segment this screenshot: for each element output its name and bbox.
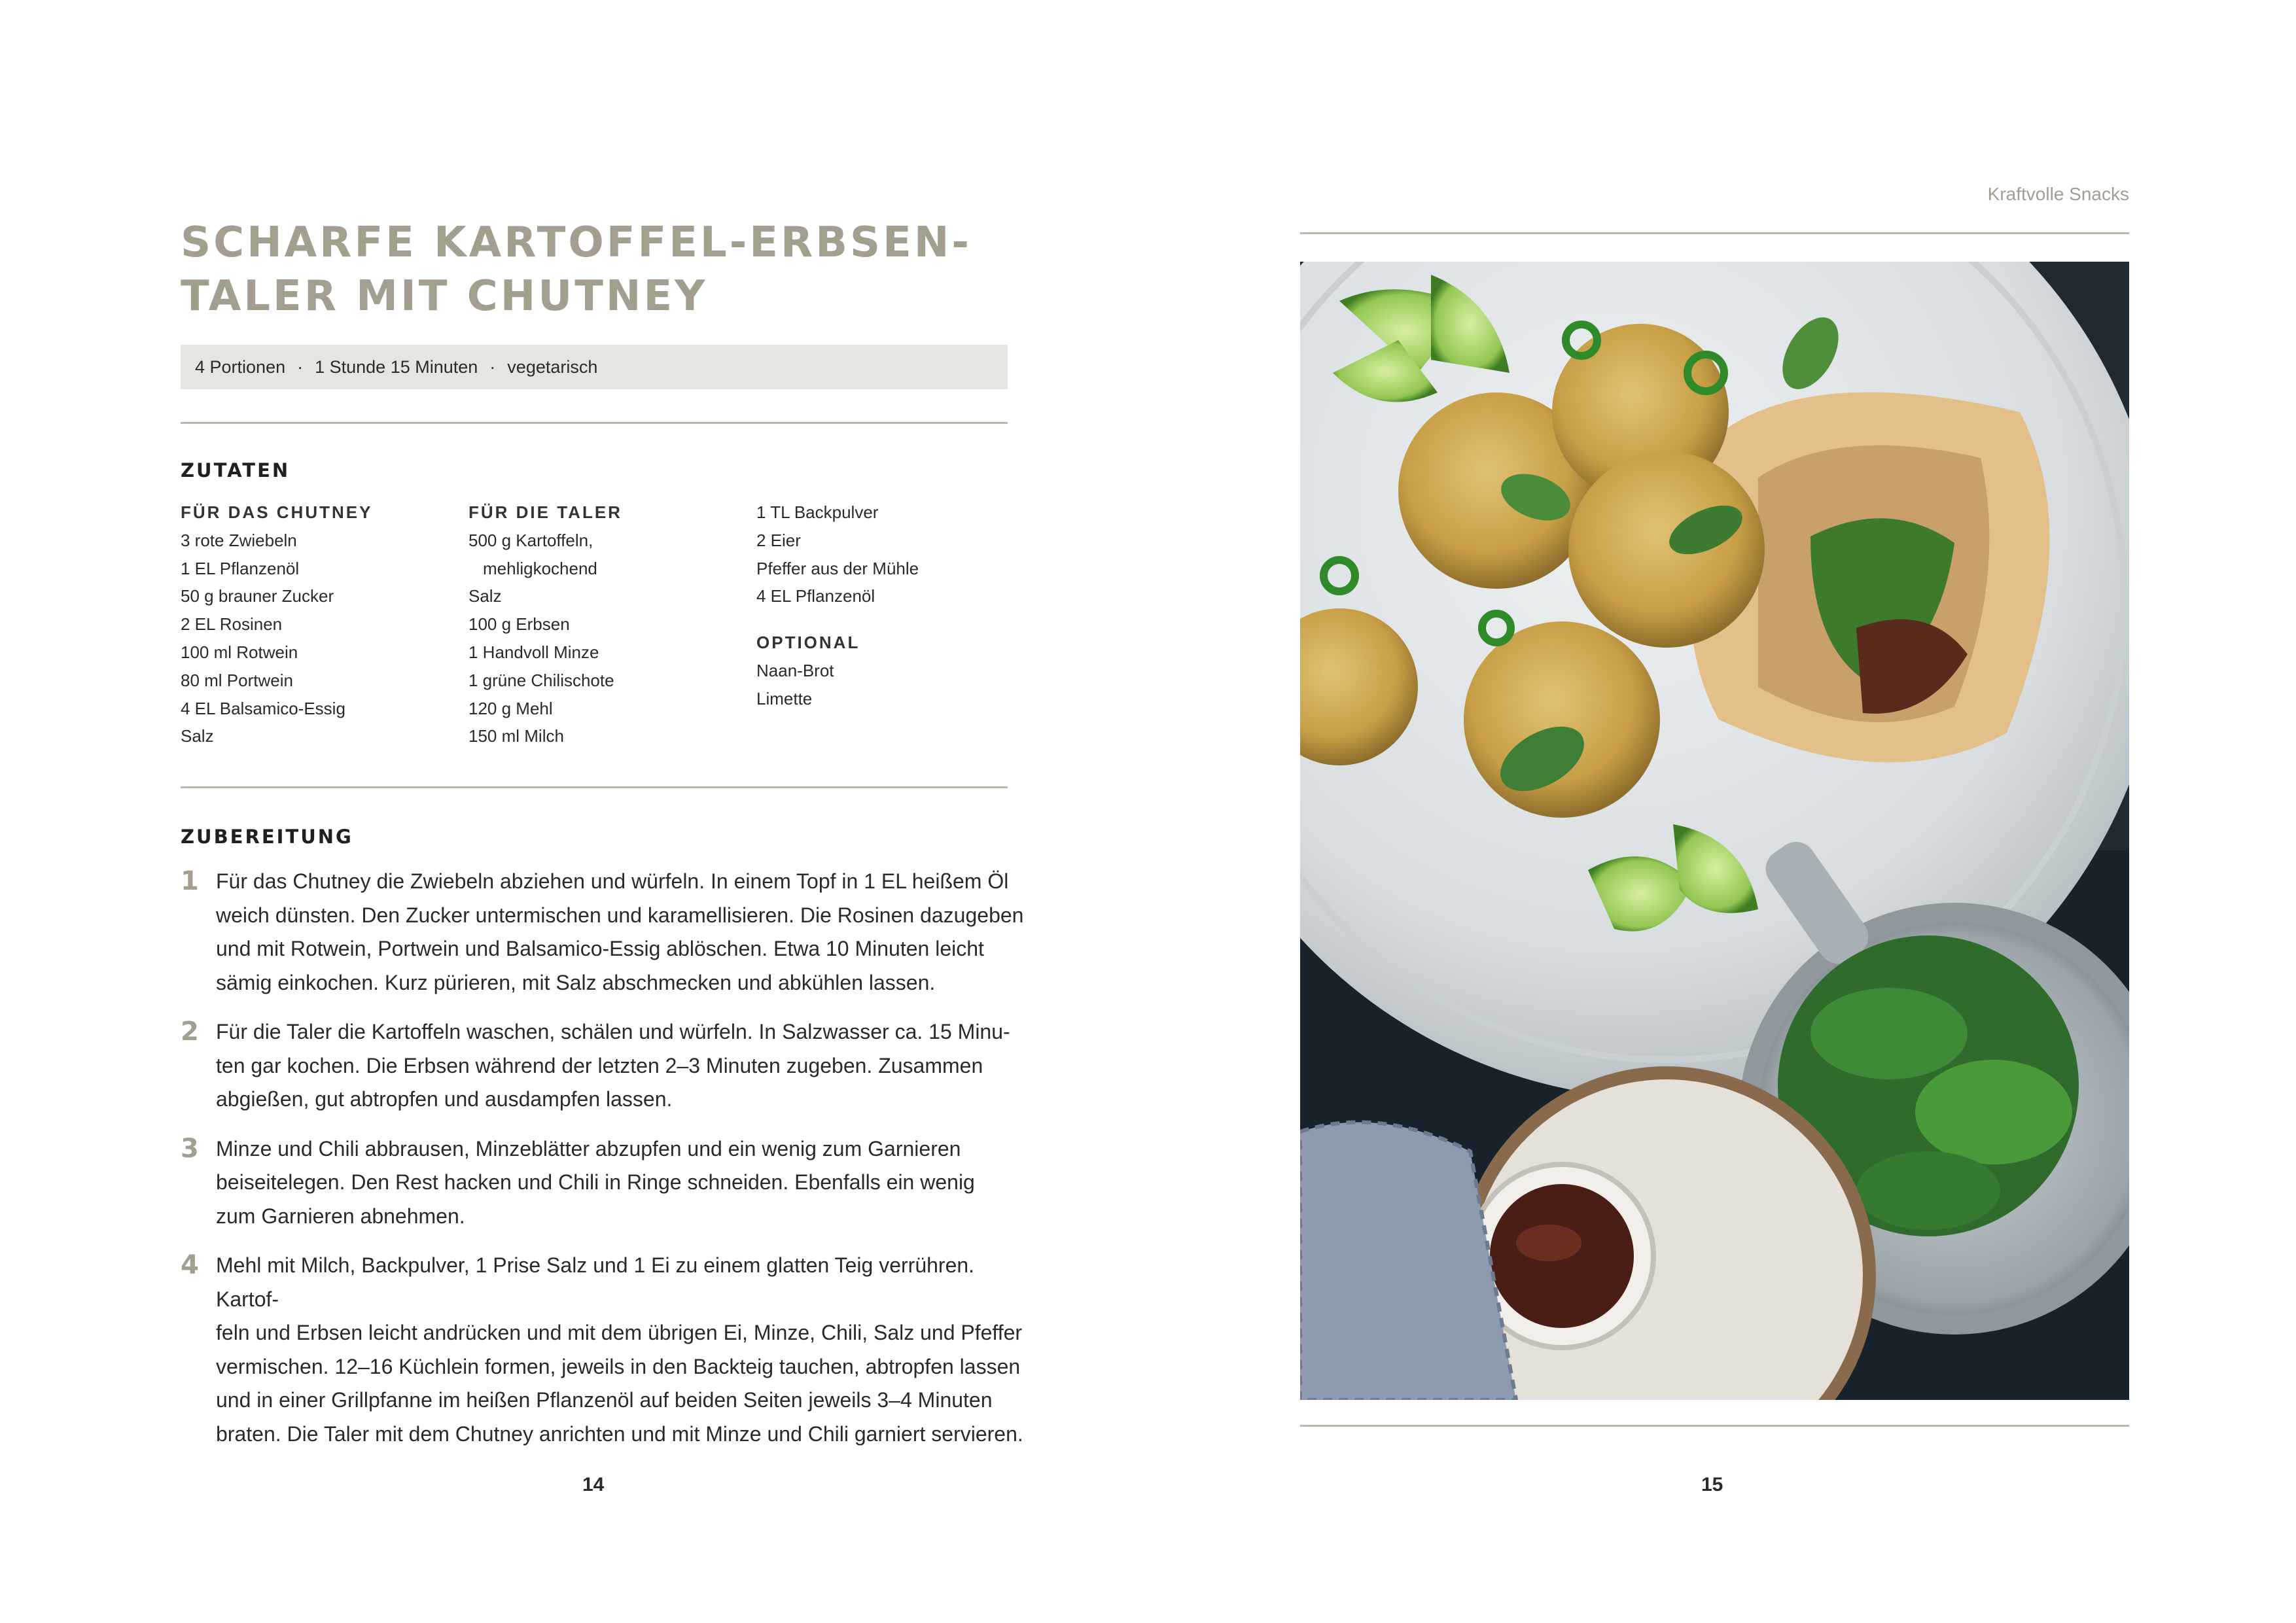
step	[181, 1015, 1025, 1117]
step-line: Für die Taler die Kartoffeln waschen, schälen und würfeln. In Salzwasser ca. 15 Minu-	[216, 1020, 1010, 1043]
step-text	[216, 1132, 975, 1234]
ingredient-item: 80 ml Portwein	[181, 670, 293, 690]
ingredient-item: 1 EL Pflanzenöl	[181, 558, 300, 578]
step-line: Für das Chutney die Zwiebeln abziehen und würfeln. In einem Topf in 1 EL heißem Öl	[216, 869, 1009, 893]
step-line: Minze und Chili abbrausen, Minzeblätter abzupfen und ein wenig zum Garnieren	[216, 1136, 961, 1161]
recipe-title-line-1: SCHARFE KARTOFFEL-ERBSEN-	[181, 218, 972, 267]
ingredient-item: Pfeffer aus der Mühle	[756, 558, 919, 578]
step-text	[216, 1249, 1025, 1451]
recipe-photo	[1300, 262, 2129, 1400]
ingredient-item: Salz	[468, 586, 502, 606]
meta-time: 1 Stunde 15 Minuten	[315, 357, 478, 377]
ingredients-column-taler	[468, 498, 743, 750]
ingredient-item: 2 EL Rosinen	[181, 614, 283, 635]
step-line: und in einer Grillpfanne im heißen Pflanzenöl auf beiden Seiten jeweils 3–4 Minuten	[216, 1388, 993, 1412]
divider	[181, 786, 1008, 788]
ingredient-item: 4 EL Balsamico-Essig	[181, 698, 345, 718]
preparation-steps	[181, 865, 1025, 1467]
step-line: weich dünsten. Den Zucker untermischen und karamellisieren. Die Rosinen dazugeben	[216, 903, 1024, 927]
ingredient-item: Naan-Brot	[756, 660, 834, 680]
step-number: 3	[181, 1133, 199, 1164]
ingredient-item: 100 g Erbsen	[468, 614, 570, 635]
ingredients-heading: ZUTATEN	[181, 459, 291, 481]
step-text	[216, 865, 1023, 1000]
step-text	[216, 1015, 1010, 1117]
ingredient-item: 120 g Mehl	[468, 698, 553, 718]
page-number-left: 14	[582, 1474, 605, 1495]
recipe-meta-bar	[181, 345, 1008, 389]
ingredient-item: 4 EL Pflanzenöl	[756, 586, 875, 606]
meta-portions: 4 Portionen	[195, 357, 286, 377]
ingredient-item: 3 rote Zwiebeln	[181, 530, 297, 550]
ingredient-item: 500 g Kartoffeln,	[468, 530, 593, 550]
step	[181, 865, 1025, 1000]
ingredient-item: 1 TL Backpulver	[756, 502, 879, 522]
taler-subheading: FÜR DIE TALER	[468, 502, 622, 522]
divider	[1300, 232, 2129, 234]
step-line: abgießen, gut abtropfen und ausdampfen lassen.	[216, 1087, 673, 1111]
ingredient-item: 50 g brauner Zucker	[181, 586, 334, 606]
ingredient-item: Limette	[756, 688, 813, 708]
step-line: ten gar kochen. Die Erbsen während der letzten 2–3 Minuten zugeben. Zusammen	[216, 1053, 983, 1077]
divider	[1300, 1425, 2129, 1427]
step-line: beiseitelegen. Den Rest hacken und Chili in Ringe schneiden. Ebenfalls ein wenig	[216, 1170, 975, 1194]
ingredient-item: 2 Eier	[756, 530, 801, 550]
ingredient-item: 150 ml Milch	[468, 726, 564, 746]
chutney-subheading: FÜR DAS CHUTNEY	[181, 502, 373, 522]
divider	[181, 422, 1008, 424]
ingredient-item: 100 ml Rotwein	[181, 642, 298, 662]
ingredient-item: mehligkochend	[483, 558, 597, 578]
preparation-heading: ZUBEREITUNG	[181, 826, 353, 848]
ingredients-column-more	[756, 498, 1018, 713]
ingredient-item: 1 grüne Chilischote	[468, 670, 614, 690]
step-number: 4	[181, 1250, 199, 1280]
step-number: 1	[181, 866, 199, 896]
step-number: 2	[181, 1017, 199, 1047]
ingredient-item: 1 Handvoll Minze	[468, 642, 599, 662]
running-head: Kraftvolle Snacks	[1987, 184, 2129, 204]
step	[181, 1249, 1025, 1451]
recipe-title	[181, 216, 1031, 323]
ingredient-item: Salz	[181, 726, 214, 746]
step-line: zum Garnieren abnehmen.	[216, 1204, 465, 1228]
meta-diet: vegetarisch	[507, 357, 598, 377]
meta-separator: ·	[489, 357, 496, 377]
step-line: Mehl mit Milch, Backpulver, 1 Prise Salz und 1 Ei zu einem glatten Teig verrühren. Kartof-	[216, 1253, 975, 1311]
step-line: braten. Die Taler mit dem Chutney anrichten und mit Minze und Chili garniert servieren.	[216, 1422, 1023, 1446]
meta-separator: ·	[297, 357, 304, 377]
step-line: sämig einkochen. Kurz pürieren, mit Salz abschmecken und abkühlen lassen.	[216, 970, 936, 994]
ingredients-column-chutney	[181, 498, 455, 750]
step-line: feln und Erbsen leicht andrücken und mit dem übrigen Ei, Minze, Chili, Salz und Pfeffer	[216, 1321, 1023, 1344]
step-line: vermischen. 12–16 Küchlein formen, jeweils in den Backteig tauchen, abtropfen lassen	[216, 1354, 1021, 1378]
recipe-title-line-2: TALER MIT CHUTNEY	[181, 272, 708, 321]
step	[181, 1132, 1025, 1234]
step-line: und mit Rotwein, Portwein und Balsamico-Essig ablöschen. Etwa 10 Minuten leicht	[216, 937, 984, 960]
page-number-right: 15	[1701, 1474, 1723, 1495]
optional-subheading: OPTIONAL	[756, 633, 860, 653]
